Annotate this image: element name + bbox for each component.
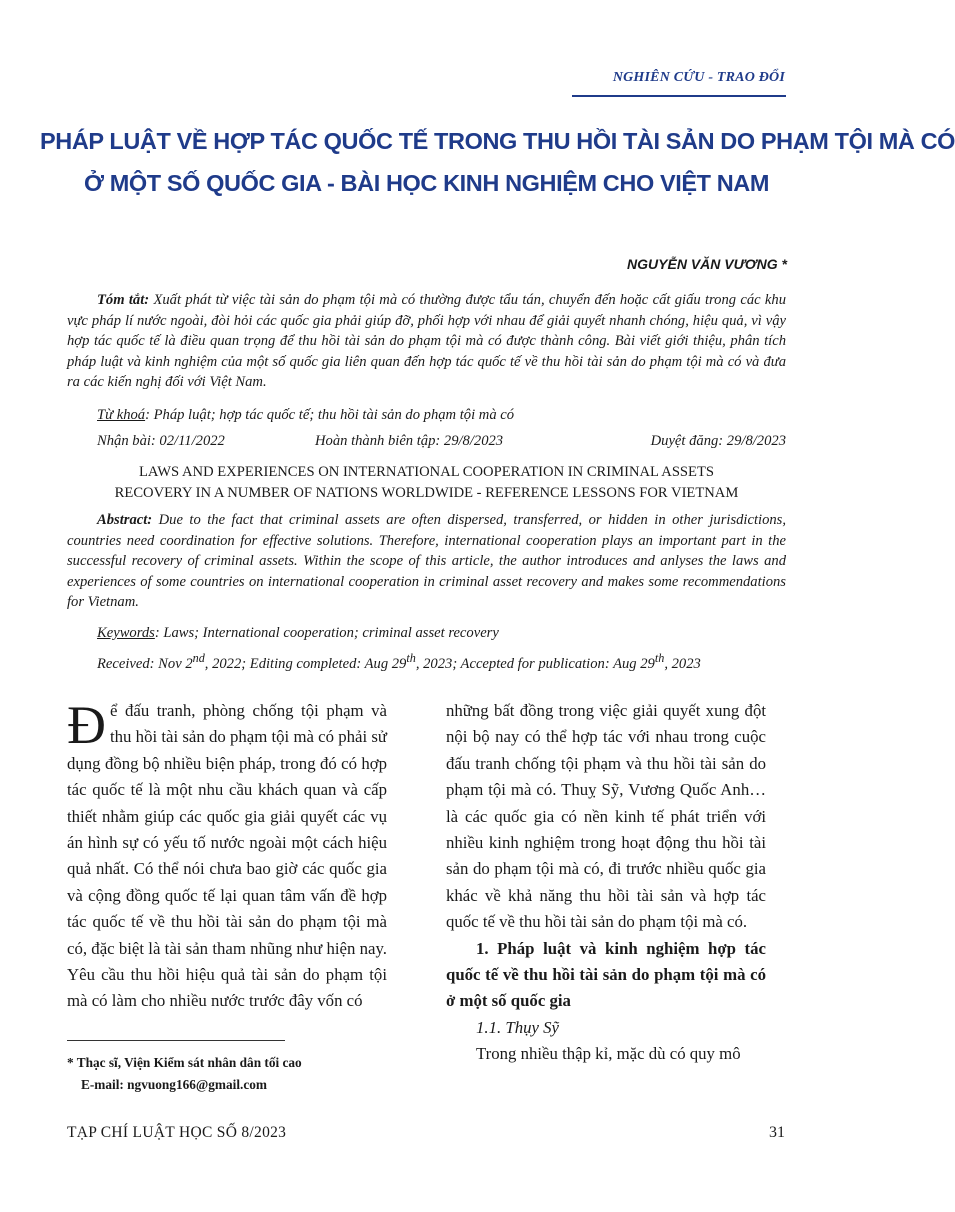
body-left-text: ể đấu tranh, phòng chống tội phạm và thu hồi tài sản do phạm tội mà có phải sử dụng đồng bộ nhiều biện pháp, trong đó có hợp tác quốc tế là một nhu cầu khách quan và cấp thiết nhằm giúp các quốc gia giải quyết các vụ án hình sự có yếu tố nước ngoài một cách hiệu quả nhất. Có thể nói chưa bao giờ các quốc gia và cộng đồng quốc tế lại quan tâm vấn đề hợp tác quốc tế về thu hồi tài sản do phạm tội mà có, đặc biệt là tài sản tham nhũng như hiện nay. Yêu cầu thu hồi hiệu quả tài sản do phạm tội mà có làm cho nhiều nước trước đây vốn có [67,701,387,1011]
keywords-vi-text: : Pháp luật; hợp tác quốc tế; thu hồi tài sản do phạm tội mà có [145,407,515,423]
body-column-left [67,695,387,1015]
section-label: NGHIÊN CỨU - TRAO ĐỔI [612,70,785,85]
section-heading-1: 1. Pháp luật và kinh nghiệm hợp tác quốc tế về thu hồi tài sản do phạm tội mà có ở một số quốc gia [446,938,766,1011]
author-name: NGUYỄN VĂN VƯƠNG * [627,256,787,272]
keywords-vi-label: Từ khoá [97,407,146,423]
body-right-paragraph-1: những bất đồng trong việc giải quyết xung đột nội bộ nay có thể hợp tác với nhau trong cuộc đấu tranh chống tội phạm và thu hồi tài sản do phạm tội mà có. Thuỵ Sỹ, Vương Quốc Anh… là các quốc gia có nền kinh tế phát triển với nhiều kinh nghiệm trong hoạt động thu hồi tài sản do phạm tội mà có, đi trước nhiều quốc gia khác về khả năng thu hồi tài sản và hợp tác quốc tế về thu hồi tài sản do phạm tội mà có. [446,701,766,932]
abstract-vi-text: Xuất phát từ việc tài sản do phạm tội mà có thường được tẩu tán, chuyển đến hoặc cất giấu trong các khu vực pháp lí nước ngoài, đòi hỏi các quốc gia phải giúp đỡ, phối hợp với nhau để giải quyết nhanh chóng, hiệu quả, vì vậy hợp tác quốc tế là điều quan trọng để thu hồi tài sản do phạm tội mà có được thành công. Bài viết giới thiệu, phân tích pháp luật và kinh nghiệm của một số quốc gia liên quan đến hợp tác quốc tế về thu hồi tài sản do phạm tội mà có và đưa ra các kiến nghị đối với Việt Nam. [67,292,786,390]
footnote-email: E-mail: ngvuong166@gmail.com [81,1077,267,1092]
english-title [67,462,786,504]
abstract-en-text: Due to the fact that criminal assets are often dispersed, transferred, or hidden in other jurisdictions, countries need coordination for effective solutions. Therefore, international cooperation plays an important part in the successful recovery of criminal assets. Within the scope of this article, the author introduces and anlyses the laws and experiences of some countries on international cooperation in criminal asset recovery and makes some recommendations for Vietnam. [67,512,786,610]
accepted-date-vi: Duyệt đăng: 29/8/2023 [650,433,786,449]
footnote-rule [67,1040,285,1041]
abstract-vi [67,290,786,393]
accepted-en: , 2023; Accepted for publication: Aug 29 [415,655,655,672]
abstract-vi-label: Tóm tắt: [97,292,150,308]
abstract-en-label: Abstract: [97,512,153,528]
accepted-en-suffix: , 2023 [664,655,701,672]
journal-name: TẠP CHÍ LUẬT HỌC SỐ 8/2023 [67,1124,287,1141]
editing-en: , 2022; Editing completed: Aug 29 [204,655,407,672]
body-right-paragraph-2: Trong nhiều thập kỉ, mặc dù có quy mô [476,1044,741,1064]
footnote [67,1052,302,1096]
editing-date-vi: Hoàn thành biên tập: 29/8/2023 [315,433,504,449]
keywords-vi [97,407,514,424]
article-title [40,120,955,204]
title-line-1: PHÁP LUẬT VỀ HỢP TÁC QUỐC TẾ TRONG THU HỒI TÀI SẢN DO PHẠM TỘI MÀ CÓ [40,128,955,154]
keywords-en [97,625,499,642]
section-rule [572,95,786,97]
received-en-sup: nd [192,651,205,665]
keywords-en-label: Keywords [97,625,155,641]
editing-en-sup: th [406,651,416,665]
keywords-en-text: : Laws; International cooperation; criminal asset recovery [154,625,499,641]
abstract-en [67,510,786,613]
dates-en [97,651,786,673]
page-number: 31 [769,1124,785,1141]
received-date-vi: Nhận bài: 02/11/2022 [97,433,225,449]
english-title-line-2: RECOVERY IN A NUMBER OF NATIONS WORLDWIDE - REFERENCE LESSONS FOR VIETNAM [114,485,739,501]
body-column-right [446,698,766,1068]
subsection-heading-1-1: 1.1. Thụy Sỹ [476,1017,559,1037]
accepted-en-sup: th [654,651,665,665]
received-en: Received: Nov 2 [97,655,193,672]
title-line-2: Ở MỘT SỐ QUỐC GIA - BÀI HỌC KINH NGHIỆM CHO VIỆT NAM [83,170,770,196]
footnote-affiliation: * Thạc sĩ, Viện Kiểm sát nhân dân tối cao [67,1055,302,1070]
drop-cap: Đ [67,695,106,755]
english-title-line-1: LAWS AND EXPERIENCES ON INTERNATIONAL COOPERATION IN CRIMINAL ASSETS [138,464,714,480]
